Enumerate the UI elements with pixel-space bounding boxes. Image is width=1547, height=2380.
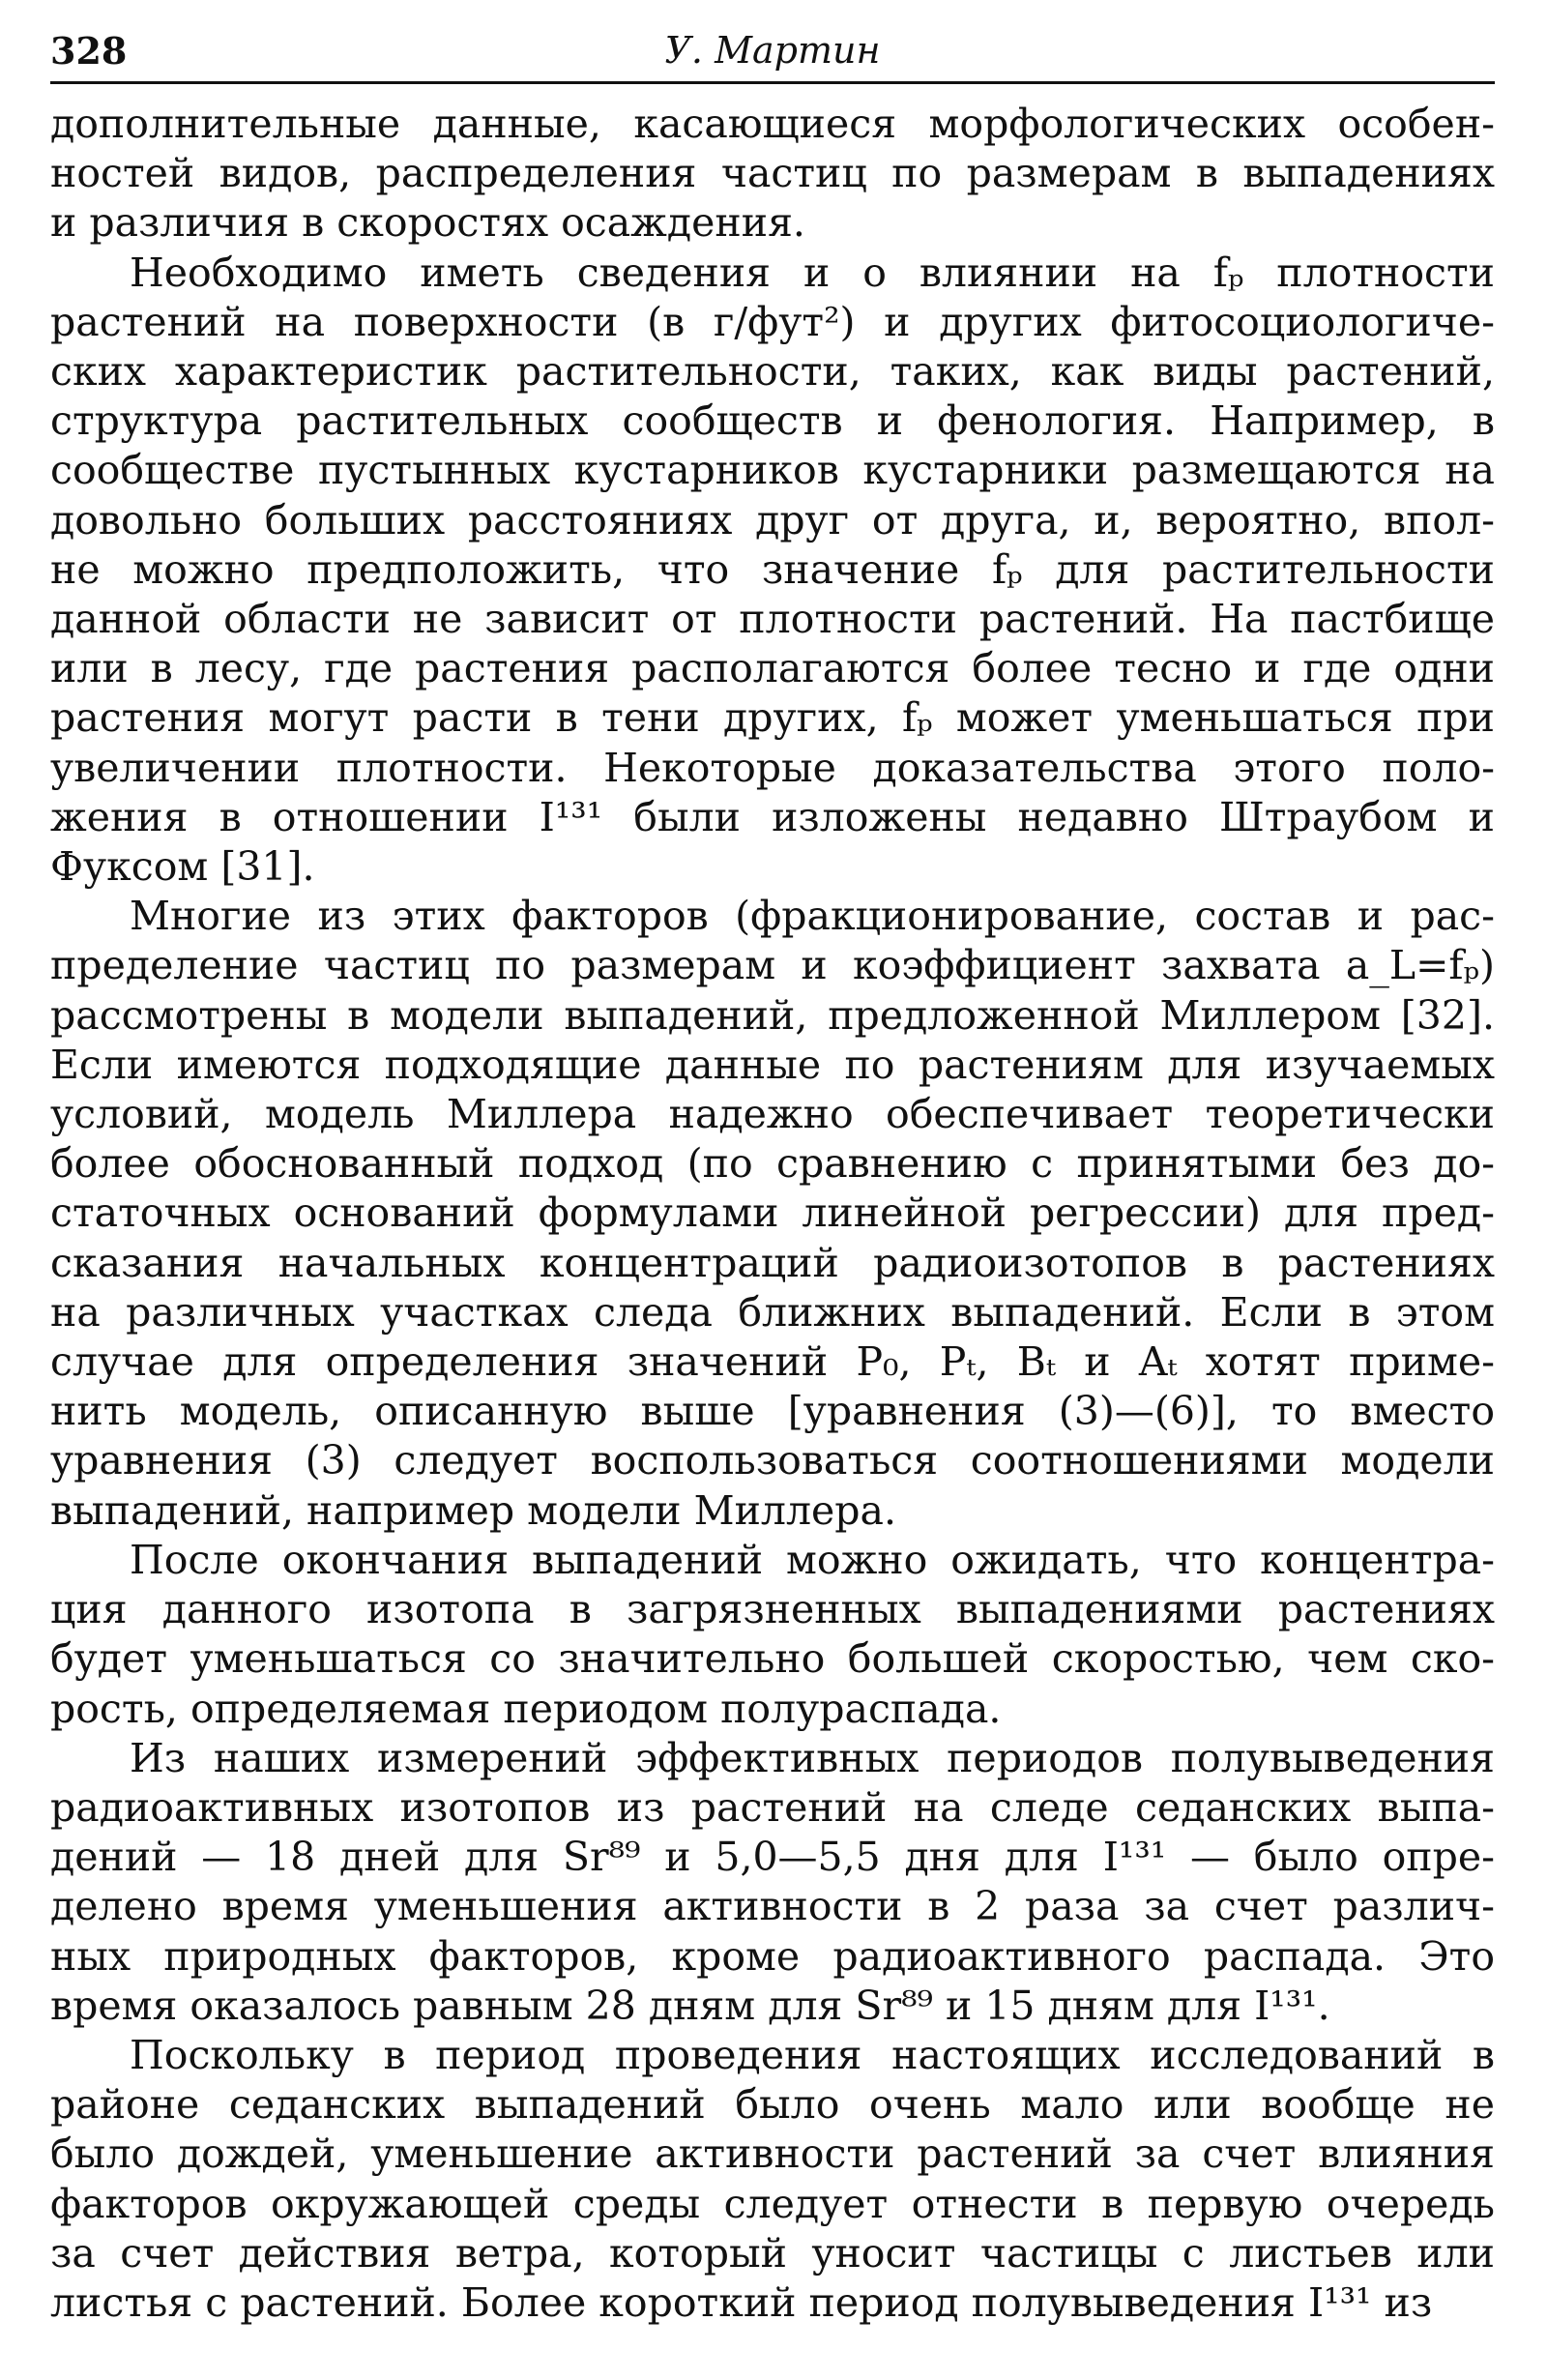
text-line: После окончания выпадений можно ожидать, что концентра- (130, 1536, 1495, 1583)
text-line: нить модель, описанную выше [уравнения (3)—(6)], то вместо (50, 1388, 1495, 1435)
text-line: ностей видов, распределения частиц по размерам в выпадениях (50, 150, 1495, 197)
text-line: выпадений, например модели Миллера. (50, 1486, 897, 1534)
text-line: было дождей, уменьшение активности растений за счет влияния (50, 2130, 1495, 2178)
paragraph (50, 1536, 1495, 1734)
text-line: Поскольку в период проведения настоящих исследований в (130, 2031, 1495, 2078)
text-line: жения в отношении I¹³¹ были изложены недавно Штраубом и (50, 793, 1495, 840)
text-line: условий, модель Миллера надежно обеспечивает теоретически (50, 1091, 1495, 1138)
text-line: растения могут расти в тени других, fₚ может уменьшаться при (50, 694, 1495, 742)
text-line: радиоактивных изотопов из растений на следе седанских выпа- (50, 1783, 1495, 1831)
text-line: дополнительные данные, касающиеся морфологических особен- (50, 101, 1495, 147)
text-line: не можно предположить, что значение fₚ для растительности (50, 545, 1495, 593)
text-line: сообществе пустынных кустарников кустарники размещаются на (50, 447, 1495, 494)
text-line: увеличении плотности. Некоторые доказательства этого поло- (50, 744, 1495, 791)
text-line: районе седанских выпадений было очень мало или вообще не (50, 2081, 1495, 2129)
text-line: рость, определяемая периодом полураспада. (50, 1685, 1002, 1732)
text-line: уравнения (3) следует воспользоваться соотношениями модели (50, 1437, 1495, 1484)
text-line: листья с растений. Более короткий период полувыведения I¹³¹ из (50, 2278, 1433, 2326)
text-line: факторов окружающей среды следует отнести в первую очередь (50, 2180, 1495, 2227)
text-line: на различных участках следа ближних выпадений. Если в этом (50, 1288, 1495, 1336)
text-line: более обоснованный подход (по сравнению с принятыми без до- (50, 1140, 1495, 1188)
text-line: сказания начальных концентраций радиоизотопов в растениях (50, 1239, 1495, 1286)
paragraph (50, 1734, 1495, 2031)
text-line: данной области не зависит от плотности растений. На пастбище (50, 596, 1495, 643)
paragraph (50, 2031, 1495, 2328)
text-line: Многие из этих факторов (фракционирование, состав и рас- (130, 893, 1495, 940)
text-line: случае для определения значений P₀, Pₜ, Bₜ и Aₜ хотят приме- (50, 1338, 1495, 1386)
text-line: дений — 18 дней для Sr⁸⁹ и 5,0—5,5 дня для I¹³¹ — было опре- (50, 1834, 1495, 1881)
text-line: Фуксом [31]. (50, 843, 315, 891)
text-line: или в лесу, где растения располагаются более тесно и где одни (50, 645, 1495, 692)
paragraph (50, 249, 1495, 893)
text-line: время оказалось равным 28 дням для Sr⁸⁹ и 15 дням для I¹³¹. (50, 1982, 1330, 2029)
text-line: за счет действия ветра, который уносит частицы с листьев или (50, 2229, 1495, 2277)
text-line: Необходимо иметь сведения и о влиянии на fₚ плотности (130, 249, 1495, 296)
text-line: будет уменьшаться со значительно большей скоростью, чем ско- (50, 1635, 1495, 1683)
text-line: пределение частиц по размерам и коэффициент захвата a_L=fₚ) (50, 942, 1495, 989)
text-line: Если имеются подходящие данные по растениям для изучаемых (50, 1041, 1495, 1088)
text-line: ция данного изотопа в загрязненных выпадениями растениях (50, 1586, 1495, 1633)
text-line: ских характеристик растительности, таких, как виды растений, (50, 348, 1495, 396)
paragraph (50, 892, 1495, 1536)
page-number: 328 (50, 29, 128, 73)
text-line: рассмотрены в модели выпадений, предложенной Миллером [32]. (50, 991, 1495, 1039)
document-page (50, 21, 1495, 2328)
paragraph (50, 100, 1495, 249)
page-header (50, 21, 1495, 84)
text-line: и различия в скоростях осаждения. (50, 199, 805, 247)
text-line: делено время уменьшения активности в 2 раза за счет различ- (50, 1883, 1495, 1930)
running-title: У. Мартин (664, 29, 881, 72)
text-line: растений на поверхности (в г/фут²) и других фитосоциологиче- (50, 298, 1495, 345)
text-line: довольно больших расстояниях друг от друга, и, вероятно, впол- (50, 496, 1495, 544)
text-line: ных природных факторов, кроме радиоактивного распада. Это (50, 1932, 1495, 1980)
text-line: структура растительных сообществ и фенология. Например, в (50, 397, 1495, 445)
text-line: статочных оснований формулами линейной регрессии) для пред- (50, 1190, 1495, 1237)
body-text (50, 100, 1495, 2328)
text-line: Из наших измерений эффективных периодов полувыведения (130, 1734, 1495, 1781)
